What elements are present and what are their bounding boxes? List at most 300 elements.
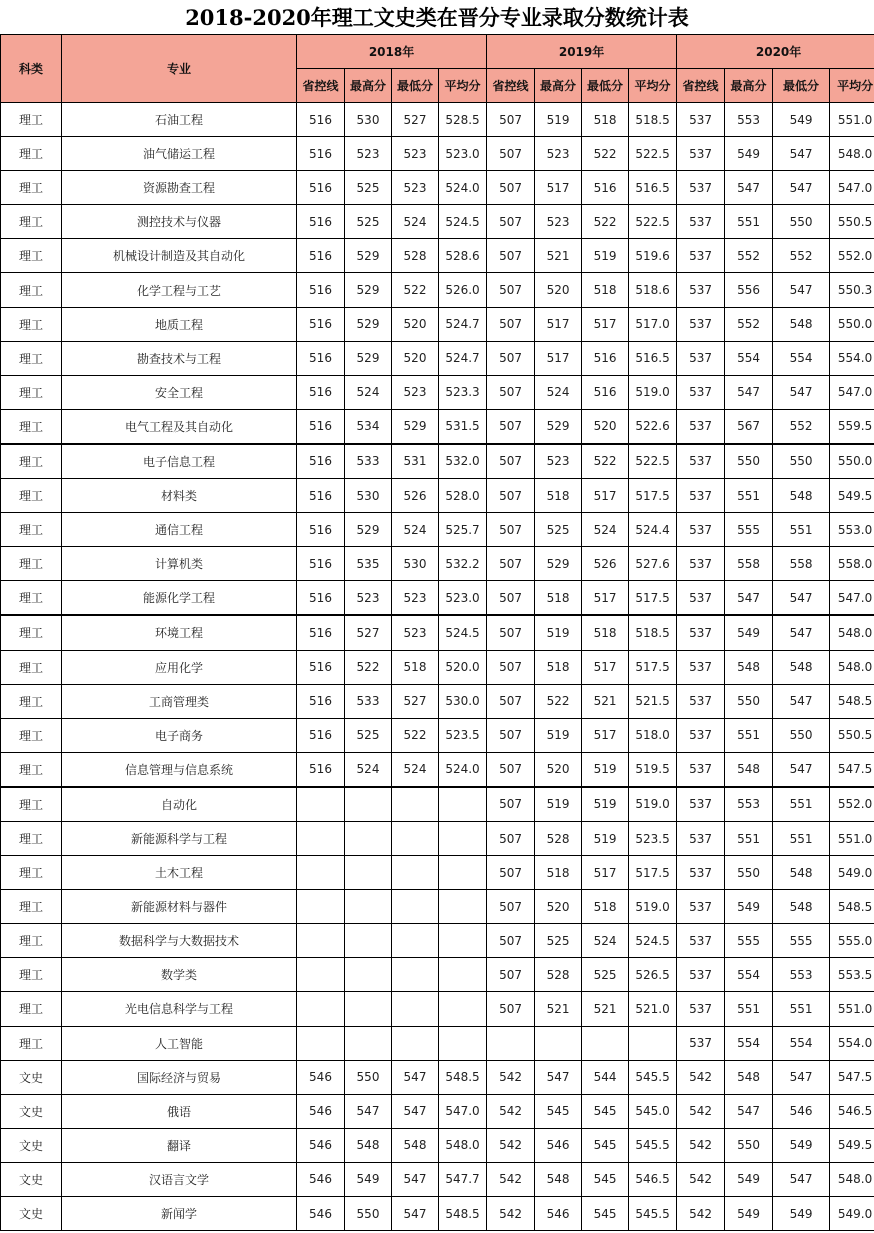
score-cell: 546.5 xyxy=(830,1094,874,1128)
table-row xyxy=(1,103,874,137)
score-cell: 548 xyxy=(773,856,830,890)
score-cell: 554.0 xyxy=(830,341,874,375)
score-cell: 524.0 xyxy=(439,752,487,787)
score-cell: 524 xyxy=(345,375,392,409)
score-cell: 547 xyxy=(773,684,830,718)
admission-score-table xyxy=(0,34,874,1231)
score-cell: 516 xyxy=(297,513,345,547)
table-row xyxy=(1,821,874,855)
score-cell: 555 xyxy=(725,924,773,958)
score-cell: 542 xyxy=(487,1094,535,1128)
score-cell: 537 xyxy=(677,239,725,273)
score-cell: 549.5 xyxy=(830,479,874,513)
score-cell: 521 xyxy=(582,992,629,1026)
score-cell: 537 xyxy=(677,890,725,924)
score-cell: 507 xyxy=(487,273,535,307)
score-cell: 526.0 xyxy=(439,273,487,307)
score-cell: 520 xyxy=(582,409,629,444)
table-row xyxy=(1,787,874,822)
score-cell: 518 xyxy=(582,273,629,307)
score-cell: 523 xyxy=(535,444,582,479)
score-cell: 549 xyxy=(725,1197,773,1231)
header-avg-score: 平均分 xyxy=(629,69,677,103)
table-row xyxy=(1,1060,874,1094)
score-cell: 533 xyxy=(345,684,392,718)
category-cell: 理工 xyxy=(1,924,62,958)
score-cell: 554 xyxy=(725,1026,773,1060)
score-cell xyxy=(392,992,439,1026)
score-cell: 523 xyxy=(535,205,582,239)
major-cell: 地质工程 xyxy=(62,307,297,341)
score-cell: 507 xyxy=(487,924,535,958)
score-cell: 507 xyxy=(487,581,535,616)
score-cell: 523 xyxy=(392,375,439,409)
score-cell: 542 xyxy=(487,1162,535,1196)
score-cell xyxy=(345,856,392,890)
score-cell xyxy=(439,992,487,1026)
table-row xyxy=(1,958,874,992)
score-cell: 550 xyxy=(725,684,773,718)
score-cell: 507 xyxy=(487,205,535,239)
score-cell: 529 xyxy=(392,409,439,444)
score-cell: 552.0 xyxy=(830,239,874,273)
score-cell: 517 xyxy=(582,856,629,890)
score-cell: 547 xyxy=(773,137,830,171)
score-cell xyxy=(392,821,439,855)
score-cell: 531 xyxy=(392,444,439,479)
score-cell: 533 xyxy=(345,444,392,479)
score-cell: 528.0 xyxy=(439,479,487,513)
score-cell: 524 xyxy=(582,924,629,958)
score-cell: 522 xyxy=(345,650,392,684)
score-cell: 516 xyxy=(582,171,629,205)
score-cell: 548 xyxy=(773,307,830,341)
score-cell: 507 xyxy=(487,307,535,341)
score-cell: 552 xyxy=(773,239,830,273)
score-cell: 537 xyxy=(677,513,725,547)
score-cell: 558.0 xyxy=(830,547,874,581)
score-cell: 518 xyxy=(392,650,439,684)
score-cell: 545 xyxy=(582,1162,629,1196)
score-cell: 519 xyxy=(582,239,629,273)
score-cell: 529 xyxy=(345,273,392,307)
score-cell: 547 xyxy=(725,375,773,409)
score-cell: 517 xyxy=(582,650,629,684)
score-cell xyxy=(345,992,392,1026)
score-cell: 516 xyxy=(582,375,629,409)
score-cell: 548.5 xyxy=(830,890,874,924)
category-cell: 理工 xyxy=(1,856,62,890)
score-cell: 537 xyxy=(677,205,725,239)
major-cell: 电子信息工程 xyxy=(62,444,297,479)
score-cell: 549 xyxy=(725,137,773,171)
score-cell: 519 xyxy=(535,787,582,822)
score-cell: 545 xyxy=(582,1128,629,1162)
score-cell: 507 xyxy=(487,547,535,581)
category-cell: 理工 xyxy=(1,718,62,752)
score-cell: 507 xyxy=(487,239,535,273)
score-cell: 523 xyxy=(392,171,439,205)
score-cell: 516 xyxy=(582,341,629,375)
score-cell: 542 xyxy=(677,1094,725,1128)
score-cell xyxy=(582,1026,629,1060)
score-cell: 528 xyxy=(535,821,582,855)
score-cell: 524.5 xyxy=(439,205,487,239)
score-cell: 551 xyxy=(725,205,773,239)
score-cell: 548.5 xyxy=(439,1197,487,1231)
score-cell: 548 xyxy=(773,650,830,684)
score-cell: 554 xyxy=(773,1026,830,1060)
score-cell: 529 xyxy=(345,341,392,375)
score-cell: 517 xyxy=(582,307,629,341)
score-cell xyxy=(392,787,439,822)
header-avg-score: 平均分 xyxy=(830,69,874,103)
score-cell: 549.0 xyxy=(830,1197,874,1231)
score-cell: 524.7 xyxy=(439,307,487,341)
score-cell: 517.5 xyxy=(629,581,677,616)
score-cell: 518.5 xyxy=(629,103,677,137)
score-cell: 550 xyxy=(345,1060,392,1094)
major-cell: 国际经济与贸易 xyxy=(62,1060,297,1094)
score-cell: 552 xyxy=(725,307,773,341)
score-cell: 518 xyxy=(582,103,629,137)
table-row xyxy=(1,615,874,650)
score-cell: 547.7 xyxy=(439,1162,487,1196)
table-row xyxy=(1,375,874,409)
category-cell: 理工 xyxy=(1,341,62,375)
category-cell: 理工 xyxy=(1,273,62,307)
table-row xyxy=(1,924,874,958)
score-cell: 507 xyxy=(487,650,535,684)
table-row xyxy=(1,341,874,375)
score-cell: 526.5 xyxy=(629,958,677,992)
table-row xyxy=(1,307,874,341)
score-cell: 521 xyxy=(535,239,582,273)
score-cell: 518 xyxy=(535,650,582,684)
score-cell: 530.0 xyxy=(439,684,487,718)
score-cell: 545 xyxy=(582,1197,629,1231)
header-control-line: 省控线 xyxy=(677,69,725,103)
score-cell: 537 xyxy=(677,273,725,307)
score-cell xyxy=(439,924,487,958)
score-cell: 537 xyxy=(677,103,725,137)
score-cell: 520 xyxy=(535,273,582,307)
score-cell: 516 xyxy=(297,273,345,307)
header-control-line: 省控线 xyxy=(487,69,535,103)
major-cell: 数学类 xyxy=(62,958,297,992)
score-cell xyxy=(297,890,345,924)
score-cell: 523.0 xyxy=(439,581,487,616)
header-year-2019: 2019年 xyxy=(487,35,677,69)
major-cell: 土木工程 xyxy=(62,856,297,890)
score-cell: 547 xyxy=(773,1060,830,1094)
score-cell: 551 xyxy=(725,821,773,855)
score-cell xyxy=(345,958,392,992)
score-cell: 551 xyxy=(773,787,830,822)
major-cell: 数据科学与大数据技术 xyxy=(62,924,297,958)
score-cell: 516 xyxy=(297,718,345,752)
score-cell: 523 xyxy=(345,137,392,171)
score-cell: 554 xyxy=(725,958,773,992)
category-cell: 理工 xyxy=(1,821,62,855)
score-cell: 548.0 xyxy=(439,1128,487,1162)
header-category: 科类 xyxy=(1,35,62,103)
score-cell: 523.5 xyxy=(629,821,677,855)
score-cell: 519.5 xyxy=(629,752,677,787)
score-cell: 537 xyxy=(677,856,725,890)
table-row xyxy=(1,1128,874,1162)
score-cell xyxy=(439,1026,487,1060)
score-cell: 519.0 xyxy=(629,787,677,822)
score-cell xyxy=(345,1026,392,1060)
score-cell: 529 xyxy=(345,239,392,273)
score-cell: 535 xyxy=(345,547,392,581)
score-cell: 550.5 xyxy=(830,205,874,239)
score-cell: 550.3 xyxy=(830,273,874,307)
score-cell: 528 xyxy=(392,239,439,273)
table-row xyxy=(1,171,874,205)
score-cell: 519 xyxy=(582,787,629,822)
score-cell: 546 xyxy=(297,1060,345,1094)
score-cell: 523 xyxy=(392,581,439,616)
score-cell: 507 xyxy=(487,890,535,924)
score-cell: 537 xyxy=(677,409,725,444)
score-cell: 519.0 xyxy=(629,890,677,924)
table-row xyxy=(1,856,874,890)
score-cell: 550.0 xyxy=(830,444,874,479)
score-cell xyxy=(392,924,439,958)
score-cell: 517 xyxy=(535,341,582,375)
score-cell: 507 xyxy=(487,615,535,650)
score-cell xyxy=(439,958,487,992)
score-cell: 507 xyxy=(487,479,535,513)
score-cell: 546.5 xyxy=(629,1162,677,1196)
score-cell: 546 xyxy=(297,1128,345,1162)
table-row xyxy=(1,1094,874,1128)
category-cell: 理工 xyxy=(1,890,62,924)
major-cell: 石油工程 xyxy=(62,103,297,137)
score-cell: 516 xyxy=(297,103,345,137)
score-cell xyxy=(392,890,439,924)
score-cell: 522 xyxy=(392,273,439,307)
score-cell: 516 xyxy=(297,375,345,409)
category-cell: 文史 xyxy=(1,1162,62,1196)
score-cell xyxy=(629,1026,677,1060)
score-cell: 551 xyxy=(773,992,830,1026)
score-cell: 516 xyxy=(297,581,345,616)
score-cell: 537 xyxy=(677,547,725,581)
score-cell: 507 xyxy=(487,752,535,787)
major-cell: 工商管理类 xyxy=(62,684,297,718)
score-cell: 529 xyxy=(345,307,392,341)
score-cell: 520 xyxy=(392,341,439,375)
score-cell: 549 xyxy=(725,615,773,650)
score-cell xyxy=(439,787,487,822)
category-cell: 文史 xyxy=(1,1128,62,1162)
score-cell: 547 xyxy=(392,1094,439,1128)
score-cell xyxy=(297,958,345,992)
table-row xyxy=(1,479,874,513)
score-cell: 516 xyxy=(297,341,345,375)
category-cell: 理工 xyxy=(1,958,62,992)
score-cell xyxy=(345,821,392,855)
score-cell: 548.5 xyxy=(830,684,874,718)
category-cell: 文史 xyxy=(1,1060,62,1094)
score-cell: 519 xyxy=(535,103,582,137)
score-cell: 522 xyxy=(582,205,629,239)
score-cell: 537 xyxy=(677,171,725,205)
category-cell: 理工 xyxy=(1,787,62,822)
score-cell: 549 xyxy=(773,103,830,137)
score-cell: 524.5 xyxy=(629,924,677,958)
score-cell: 537 xyxy=(677,958,725,992)
score-cell: 516 xyxy=(297,684,345,718)
score-cell: 517 xyxy=(582,718,629,752)
score-cell: 507 xyxy=(487,718,535,752)
score-cell xyxy=(297,856,345,890)
score-cell: 523.5 xyxy=(439,718,487,752)
score-cell: 524.7 xyxy=(439,341,487,375)
category-cell: 理工 xyxy=(1,171,62,205)
score-cell: 525 xyxy=(535,513,582,547)
score-cell: 523 xyxy=(392,615,439,650)
score-cell: 525 xyxy=(535,924,582,958)
score-cell: 516 xyxy=(297,650,345,684)
table-row xyxy=(1,1197,874,1231)
score-cell: 530 xyxy=(345,479,392,513)
category-cell: 理工 xyxy=(1,479,62,513)
score-cell: 530 xyxy=(392,547,439,581)
score-cell: 546 xyxy=(535,1197,582,1231)
score-cell: 547 xyxy=(725,1094,773,1128)
score-cell: 537 xyxy=(677,752,725,787)
score-cell: 523.0 xyxy=(439,137,487,171)
score-cell: 555 xyxy=(725,513,773,547)
score-cell: 519.0 xyxy=(629,375,677,409)
score-cell: 527.6 xyxy=(629,547,677,581)
score-cell: 524.0 xyxy=(439,171,487,205)
score-cell: 547.0 xyxy=(830,171,874,205)
score-cell: 516.5 xyxy=(629,171,677,205)
score-cell: 524 xyxy=(392,205,439,239)
score-cell xyxy=(297,1026,345,1060)
score-cell: 521 xyxy=(582,684,629,718)
score-cell: 532.0 xyxy=(439,444,487,479)
score-cell: 516 xyxy=(297,137,345,171)
table-row xyxy=(1,444,874,479)
score-cell: 551 xyxy=(773,821,830,855)
category-cell: 理工 xyxy=(1,205,62,239)
score-cell xyxy=(297,821,345,855)
table-row xyxy=(1,513,874,547)
category-cell: 文史 xyxy=(1,1094,62,1128)
header-control-line: 省控线 xyxy=(297,69,345,103)
score-cell: 547 xyxy=(392,1162,439,1196)
score-cell: 519.6 xyxy=(629,239,677,273)
score-cell: 548.0 xyxy=(830,650,874,684)
table-row xyxy=(1,718,874,752)
score-cell: 559.5 xyxy=(830,409,874,444)
score-cell: 548 xyxy=(725,650,773,684)
major-cell: 安全工程 xyxy=(62,375,297,409)
score-cell: 550 xyxy=(725,1128,773,1162)
score-cell: 547 xyxy=(345,1094,392,1128)
score-cell: 551.0 xyxy=(830,992,874,1026)
score-cell: 555 xyxy=(773,924,830,958)
score-cell: 547 xyxy=(773,375,830,409)
major-cell: 计算机类 xyxy=(62,547,297,581)
major-cell: 材料类 xyxy=(62,479,297,513)
score-cell: 547.5 xyxy=(830,1060,874,1094)
table-row xyxy=(1,992,874,1026)
score-cell: 507 xyxy=(487,444,535,479)
score-cell: 525.7 xyxy=(439,513,487,547)
score-cell: 507 xyxy=(487,513,535,547)
score-cell: 545 xyxy=(535,1094,582,1128)
score-cell: 547 xyxy=(392,1197,439,1231)
score-cell: 537 xyxy=(677,1026,725,1060)
score-cell xyxy=(535,1026,582,1060)
major-cell: 新能源材料与器件 xyxy=(62,890,297,924)
header-max-score: 最高分 xyxy=(345,69,392,103)
score-cell: 518.5 xyxy=(629,615,677,650)
score-cell: 547.5 xyxy=(830,752,874,787)
major-cell: 应用化学 xyxy=(62,650,297,684)
score-cell: 542 xyxy=(677,1060,725,1094)
score-cell xyxy=(297,992,345,1026)
score-cell: 516 xyxy=(297,444,345,479)
score-cell: 550.5 xyxy=(830,718,874,752)
score-cell: 551 xyxy=(725,718,773,752)
score-cell: 520 xyxy=(535,890,582,924)
score-cell: 524 xyxy=(392,513,439,547)
score-cell: 519 xyxy=(535,615,582,650)
major-cell: 电气工程及其自动化 xyxy=(62,409,297,444)
score-cell: 552 xyxy=(725,239,773,273)
score-cell: 567 xyxy=(725,409,773,444)
score-cell: 507 xyxy=(487,409,535,444)
score-cell: 547 xyxy=(773,171,830,205)
score-cell: 548 xyxy=(725,752,773,787)
score-cell: 550 xyxy=(345,1197,392,1231)
score-cell: 547 xyxy=(773,752,830,787)
category-cell: 理工 xyxy=(1,992,62,1026)
score-cell: 545.5 xyxy=(629,1197,677,1231)
table-row xyxy=(1,409,874,444)
score-cell: 531.5 xyxy=(439,409,487,444)
score-cell: 517 xyxy=(535,171,582,205)
score-cell: 551 xyxy=(725,992,773,1026)
score-cell: 554 xyxy=(773,341,830,375)
table-body xyxy=(1,103,874,1231)
header-min-score: 最低分 xyxy=(392,69,439,103)
score-cell: 516 xyxy=(297,615,345,650)
score-cell: 522 xyxy=(535,684,582,718)
score-cell: 545 xyxy=(582,1094,629,1128)
score-cell: 522.6 xyxy=(629,409,677,444)
score-cell: 516 xyxy=(297,752,345,787)
score-cell: 507 xyxy=(487,856,535,890)
score-cell: 544 xyxy=(582,1060,629,1094)
score-cell: 537 xyxy=(677,581,725,616)
score-cell: 527 xyxy=(392,103,439,137)
score-cell: 547 xyxy=(773,273,830,307)
score-cell: 550 xyxy=(725,444,773,479)
score-cell: 549 xyxy=(345,1162,392,1196)
score-cell: 529 xyxy=(345,513,392,547)
score-cell: 542 xyxy=(677,1162,725,1196)
score-cell: 517 xyxy=(582,479,629,513)
